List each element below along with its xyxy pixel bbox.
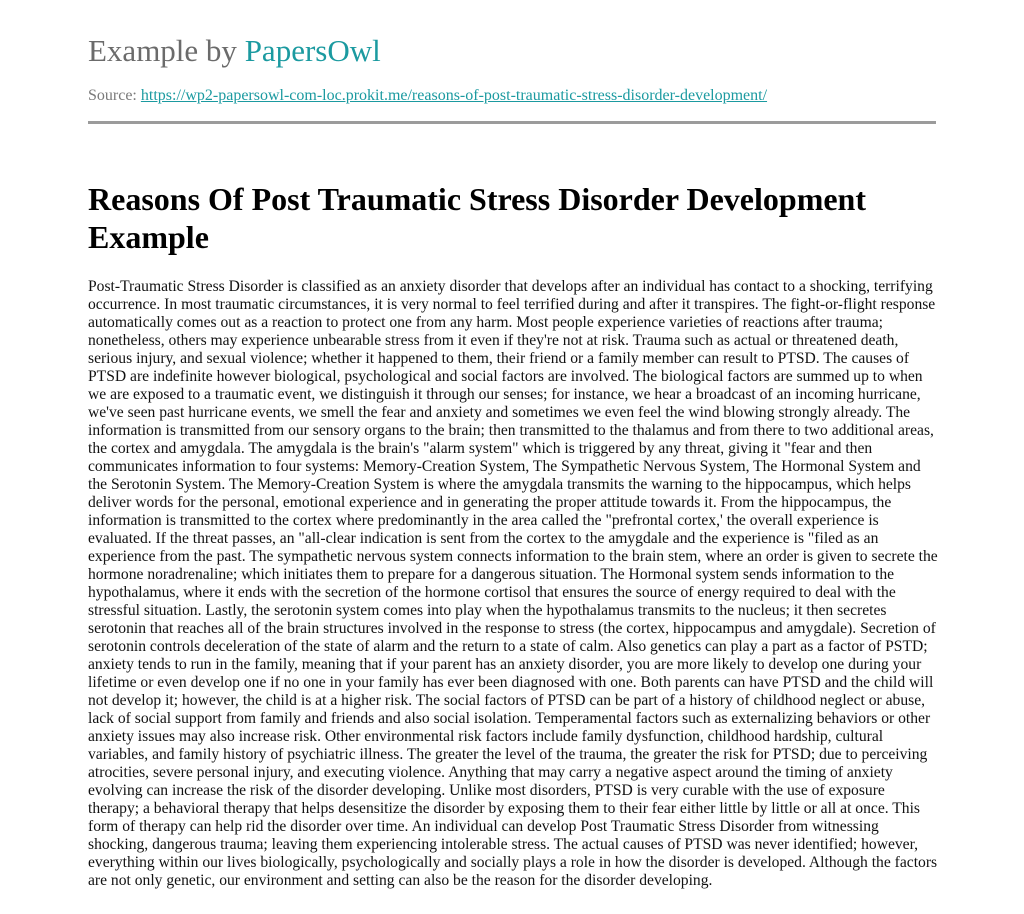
- brand-header: [88, 32, 936, 70]
- article-body: Post-Traumatic Stress Disorder is classified as an anxiety disorder that develops after an individual has contact to a shocking, terrifying occurrence. In most traumatic circumstances, it is very normal to feel terrified during and after it transpires. The fight-or-flight response automatically comes out as a reaction to protect one from any harm. Most people experience varieties of reactions after trauma; nonetheless, others may experience unbearable stress from it even if they're not at risk. Trauma such as actual or threatened death, serious injury, and sexual violence; whether it happened to them, their friend or a family member can result to PTSD. The causes of PTSD are indefinite however biological, psychological and social factors are involved. The biological factors are summed up to when we are exposed to a traumatic event, we distinguish it through our senses; for instance, we hear a broadcast of an incoming hurricane, we've seen past hurricane events, we smell the fear and anxiety and sometimes we even feel the wind blowing strongly already. The information is transmitted from our sensory organs to the brain; then transmitted to the thalamus and from there to two additional areas, the cortex and amygdala. The amygdala is the brain's "alarm system" which is triggered by any threat, giving it "fear and then communicates information to four systems: Memory-Creation System, The Sympathetic Nervous System, The Hormonal System and the Serotonin System. The Memory-Creation System is where the amygdala transmits the warning to the hippocampus, which helps deliver words for the personal, emotional experience and in generating the proper attitude towards it. From the hippocampus, the information is transmitted to the cortex where predominantly in the area called the "prefrontal cortex,' the overall experience is evaluated. If the threat passes, an "all-clear indication is sent from the cortex to the amygdale and the experience is "filed as an experience from the past. The sympathetic nervous system connects information to the brain stem, where an order is given to secrete the hormone noradrenaline; which initiates them to prepare for a dangerous situation. The Hormonal system sends information to the hypothalamus, where it ends with the secretion of the hormone cortisol that ensures the source of energy required to deal with the stressful situation. Lastly, the serotonin system comes into play when the hypothalamus transmits to the nucleus; it then secretes serotonin that reaches all of the brain structures involved in the response to stress (the cortex, hippocampus and amygdale). Secretion of serotonin controls deceleration of the state of alarm and the return to a state of calm. Also genetics can play a part as a factor of PSTD; anxiety tends to run in the family, meaning that if your parent has an anxiety disorder, you are more likely to develop one during your lifetime or even develop one if no one in your family has ever been diagnosed with one. Both parents can have PTSD and the child will not develop it; however, the child is at a higher risk. The social factors of PTSD can be part of a history of childhood neglect or abuse, lack of social support from family and friends and also social isolation. Temperamental factors such as externalizing behaviors or other anxiety issues may also increase risk. Other environmental risk factors include family dysfunction, childhood hardship, cultural variables, and family history of psychiatric illness. The greater the level of the trauma, the greater the risk for PTSD; due to perceiving atrocities, severe personal injury, and executing violence. Anything that may carry a negative aspect around the timing of anxiety evolving can increase the risk of the disorder developing. Unlike most disorders, PTSD is very curable with the use of exposure therapy; a behavioral therapy that helps desensitize the disorder by exposing them to their fear either little by little or all at once. This form of therapy can help rid the disorder over time. An individual can develop Post Traumatic Stress Disorder from witnessing shocking, dangerous trauma; leaving them experiencing intolerable stress. The actual causes of PTSD was never identified; however, everything within our lives biologically, psychologically and socially plays a role in how the disorder is developed. Although the factors are not only genetic, our environment and setting can also be the reason for the disorder developing.: [88, 278, 938, 889]
- source-link[interactable]: https://wp2-papersowl-com-loc.prokit.me/reasons-of-post-traumatic-stress-disorder-development/: [140, 87, 768, 104]
- brand-prefix: Example by: [88, 33, 237, 68]
- source-line: [88, 86, 936, 106]
- source-label: Source:: [88, 87, 137, 104]
- header-divider: [88, 121, 936, 124]
- document-page: [88, 0, 936, 890]
- brand-name: PapersOwl: [244, 33, 381, 68]
- article-title: Reasons Of Post Traumatic Stress Disorder Development Example: [88, 181, 866, 255]
